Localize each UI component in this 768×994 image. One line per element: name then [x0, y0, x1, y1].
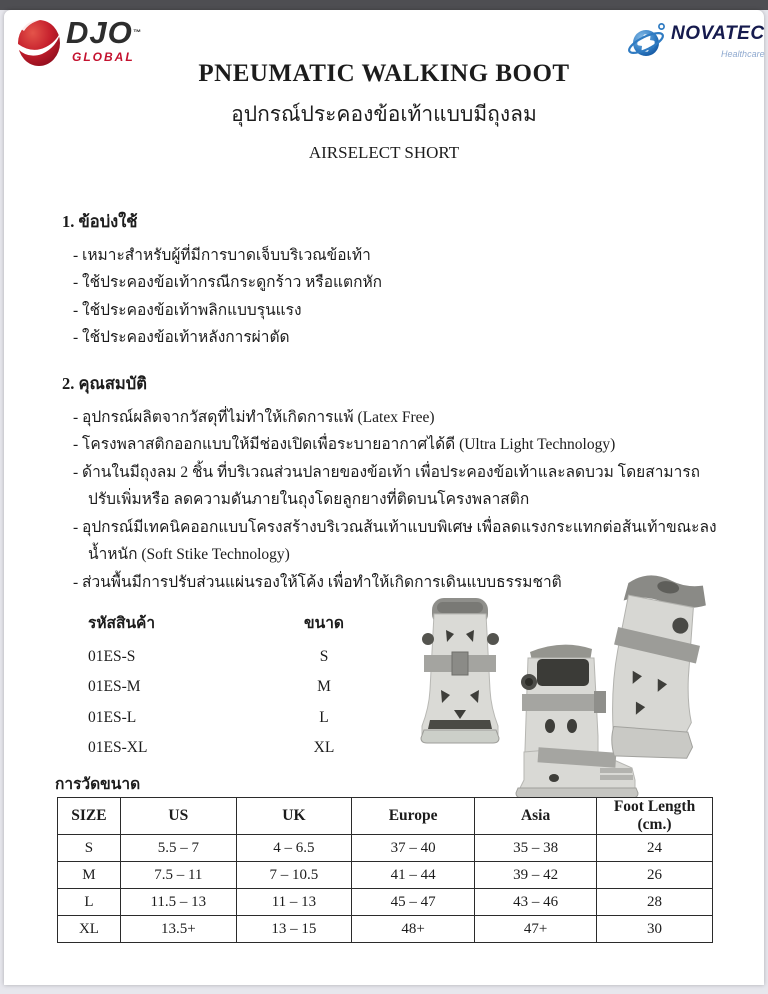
indication-item: - ใช้ประคองข้อเท้าหลังการผ่าตัด — [73, 329, 290, 346]
table-cell: 45 – 47 — [352, 889, 475, 916]
product-code-list — [88, 610, 356, 770]
page-subtitle-thai: อุปกรณ์ประคองข้อเท้าแบบมีถุงลม — [231, 102, 537, 126]
product-code: 01ES-XL — [88, 739, 148, 756]
table-cell: 35 – 38 — [475, 835, 597, 862]
column-header: US — [120, 798, 236, 835]
section-indications — [62, 208, 728, 352]
product-code-header-row — [88, 610, 356, 635]
indications-heading: 1. ข้อบ่งใช้ — [62, 212, 138, 231]
product-model-name: AIRSELECT SHORT — [308, 143, 460, 162]
size-chart-header-row — [58, 798, 713, 835]
product-size: M — [317, 678, 331, 695]
table-cell: 13.5+ — [120, 916, 236, 943]
table-row — [58, 889, 713, 916]
djo-wordmark: DJO™ — [66, 15, 142, 50]
feature-item: - ด้านในมีถุงลม 2 ชิ้น ที่บริเวณส่วนปลายของข้อเท้า เพื่อประคองข้อเท้าและลดบวม โดยสามารถปรับเพิ่มหรือ ลดความดันภายในถุงโดยลูกยางที่ติดบนโครงพลาสติก — [73, 463, 701, 508]
table-cell: 41 – 44 — [352, 862, 475, 889]
table-row — [58, 916, 713, 943]
table-row — [58, 862, 713, 889]
table-cell: 39 – 42 — [475, 862, 597, 889]
feature-item: - ส่วนพื้นมีการปรับส่วนแผ่นรองให้โค้ง เพื่อทำให้เกิดการเดินแบบธรรมชาติ — [73, 573, 562, 591]
table-cell: M — [58, 862, 121, 889]
page-title: PNEUMATIC WALKING BOOT — [198, 60, 570, 87]
table-cell: L — [58, 889, 121, 916]
size-chart-table — [57, 797, 713, 943]
trademark-symbol: ™ — [132, 28, 142, 37]
product-code: 01ES-M — [88, 678, 141, 695]
product-images — [402, 558, 722, 798]
feature-item: - อุปกรณ์ผลิตจากวัสดุที่ไม่ทำให้เกิดการแพ้ (Latex Free) — [73, 408, 435, 426]
product-code-row — [88, 678, 356, 696]
table-row — [58, 835, 713, 862]
table-cell: 26 — [597, 862, 713, 889]
indication-item: - เหมาะสำหรับผู้ที่มีการบาดเจ็บบริเวณข้อเท้า — [73, 246, 371, 264]
table-cell: 43 – 46 — [475, 889, 597, 916]
product-code: 01ES-L — [88, 708, 137, 726]
features-heading: 2. คุณสมบัติ — [62, 374, 147, 393]
novatec-healthcare-label: Healthcare — [721, 49, 765, 59]
window-top-bar — [0, 0, 768, 10]
column-header: UK — [236, 798, 351, 835]
column-header: Foot Length (cm.) — [597, 798, 713, 835]
column-header: Asia — [475, 798, 597, 835]
size-column-header: ขนาด — [304, 615, 344, 632]
table-cell: XL — [58, 916, 121, 943]
indication-item: - ใช้ประคองข้อเท้ากรณีกระดูกร้าว หรือแตกหัก — [73, 274, 383, 291]
product-size: XL — [313, 739, 335, 756]
table-cell: 4 – 6.5 — [236, 835, 351, 862]
product-size: S — [319, 647, 329, 665]
table-cell: 13 – 15 — [236, 916, 351, 943]
table-cell: 28 — [597, 889, 713, 916]
table-cell: 30 — [597, 916, 713, 943]
product-code: 01ES-S — [88, 647, 136, 665]
column-header: SIZE — [58, 798, 121, 835]
boot-rear-view-image — [582, 565, 723, 790]
column-header: Europe — [352, 798, 475, 835]
product-code-row — [88, 648, 356, 666]
table-cell: 24 — [597, 835, 713, 862]
table-cell: 7.5 – 11 — [120, 862, 236, 889]
table-cell: S — [58, 835, 121, 862]
novatec-wordmark: NOVATEC — [671, 23, 765, 44]
product-size: L — [319, 708, 329, 726]
table-cell: 11.5 – 13 — [120, 889, 236, 916]
product-code-column-header: รหัสสินค้า — [88, 615, 156, 632]
table-cell: 37 – 40 — [352, 835, 475, 862]
table-cell: 7 – 10.5 — [236, 862, 351, 889]
product-code-row — [88, 709, 356, 727]
table-cell: 47+ — [475, 916, 597, 943]
feature-item: - โครงพลาสติกออกแบบให้มีช่องเปิดเพื่อระบายอากาศได้ดี (Ultra Light Technology) — [73, 436, 616, 453]
feature-item: - อุปกรณ์มีเทคนิคออกแบบโครงสร้างบริเวณส้นเท้าแบบพิเศษ เพื่อลดแรงกระแทกต่อส้นเท้าขณะลงน้ำหนัก (Soft Stike Technology) — [73, 518, 717, 563]
document-page — [4, 10, 764, 985]
boot-front-view-image — [416, 594, 504, 751]
table-cell: 48+ — [352, 916, 475, 943]
djo-global-label: GLOBAL — [72, 50, 135, 64]
table-cell: 5.5 – 7 — [120, 835, 236, 862]
indication-item: - ใช้ประคองข้อเท้าพลิกแบบรุนแรง — [73, 301, 302, 319]
table-cell: 11 – 13 — [236, 889, 351, 916]
product-code-row — [88, 739, 356, 757]
size-chart-caption: การวัดขนาด — [55, 776, 141, 793]
